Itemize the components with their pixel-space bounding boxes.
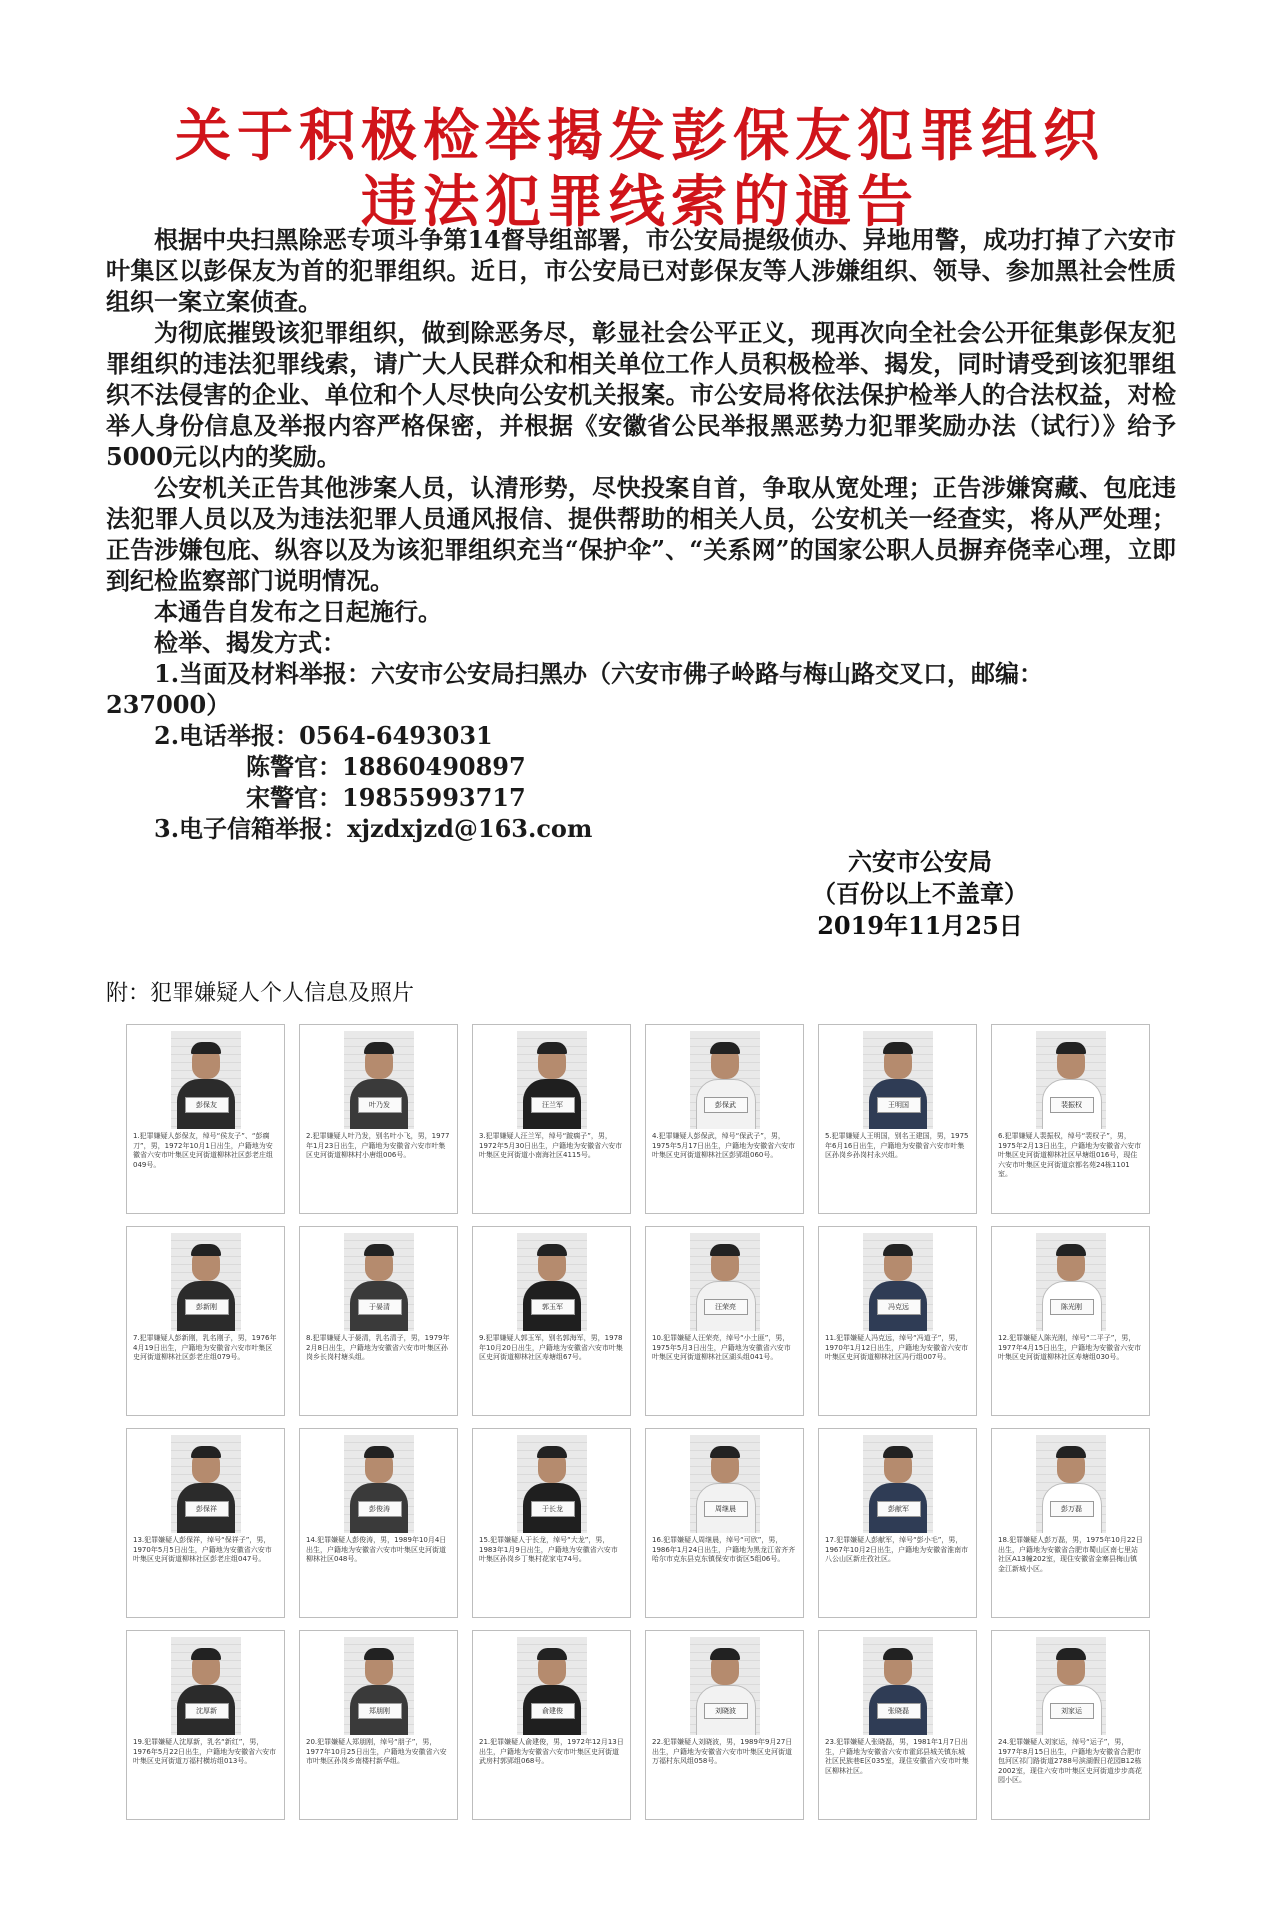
suspect-card (645, 1630, 804, 1820)
suspect-card (299, 1630, 458, 1820)
suspect-caption: 6.犯罪嫌疑人裴振权，绰号“裴权子”，男，1975年2月13日出生，户籍地为安徽省六安市叶集区史河街道柳林社区早塘组016号，现住六安市叶集区史河街道京都名苑24栋1101室。 (998, 1132, 1142, 1179)
suspect-caption: 10.犯罪嫌疑人汪荣亮，绰号“小土匪”，男，1975年5月3日出生，户籍地为安徽省六安市叶集区史河街道柳林社区湖头组041号。 (652, 1334, 791, 1362)
suspect-card (991, 1226, 1150, 1416)
suspect-card (991, 1428, 1150, 1618)
suspect-photo (863, 1233, 933, 1331)
suspect-card (818, 1428, 977, 1618)
suspect-card (126, 1226, 285, 1416)
notice-title-line2: 违法犯罪线索的通告 (361, 170, 919, 235)
name-plate: 叶乃发 (358, 1097, 402, 1113)
suspect-caption: 15.犯罪嫌疑人于长龙，绰号“大龙”，男，1983年1月9日出生，户籍地为安徽省六安市叶集区孙岗乡丁集村花家屯74号。 (479, 1536, 618, 1564)
suspect-photo (1036, 1637, 1106, 1735)
officer-2-phone: 19855993717 (342, 783, 526, 812)
suspect-photo (517, 1637, 587, 1735)
suspect-photo (344, 1031, 414, 1129)
name-plate: 彭保友 (185, 1097, 229, 1113)
email-address: xjzdxjzd@163.com (347, 814, 593, 843)
appendix-title: 附：犯罪嫌疑人个人信息及照片 (106, 981, 415, 1006)
name-plate: 彭保祥 (185, 1501, 229, 1517)
officer-1-phone: 18860490897 (342, 752, 526, 781)
method-2-label: 2.电话举报： (154, 721, 300, 750)
officer-1-label: 陈警官： (246, 752, 342, 781)
suspect-caption: 4.犯罪嫌疑人彭保武，绰号“保武子”，男，1975年5月17日出生，户籍地为安徽省六安市叶集区史河街道柳林社区彭郢组060号。 (652, 1132, 796, 1160)
suspect-caption: 12.犯罪嫌疑人陈光刚，绰号“二平子”，男，1977年4月15日出生，户籍地为安徽省六安市叶集区史河街道柳林社区寿塘组030号。 (998, 1334, 1142, 1362)
method-1: 1.当面及材料举报：六安市公安局扫黑办（六安市佛子岭路与梅山路交叉口，邮编： (154, 659, 1044, 688)
suspect-caption: 20.犯罪嫌疑人郑朋刚，绰号“朋子”，男，1977年10月25日出生，户籍地为安徽省六安市叶集区孙岗乡南楼村新华组。 (306, 1738, 447, 1766)
name-plate: 彭新刚 (185, 1299, 229, 1315)
suspect-caption: 23.犯罪嫌疑人张晓磊，男，1981年1月7日出生，户籍地为安徽省六安市霍邱县城关镇东城社区民族巷E区035室，现住安徽省六安市叶集区柳林社区。 (825, 1738, 969, 1775)
suspect-photo (171, 1233, 241, 1331)
suspect-photo (690, 1031, 760, 1129)
suspect-card (472, 1024, 631, 1214)
suspect-caption: 8.犯罪嫌疑人于晏清，乳名清子，男，1979年2月8日出生，户籍地为安徽省六安市叶集区孙岗乡长岗村塘头组。 (306, 1334, 450, 1362)
name-plate: 汪兰军 (531, 1097, 575, 1113)
officer-2-row (106, 782, 1176, 813)
suspect-caption: 19.犯罪嫌疑人沈厚新，乳名“新红”，男，1976年5月22日出生，户籍地为安徽省六安市叶集区史河街道万福村横坊组013号。 (133, 1738, 277, 1766)
suspect-photo (863, 1435, 933, 1533)
suspect-photo (344, 1435, 414, 1533)
suspect-photo (344, 1637, 414, 1735)
suspect-caption: 18.犯罪嫌疑人彭万磊，男，1975年10月22日出生，户籍地为安徽省合肥市蜀山区南七里站社区A13幢202室，现住安徽省金寨县梅山镇金江新城小区。 (998, 1536, 1143, 1573)
suspect-card (472, 1226, 631, 1416)
name-plate: 裴振权 (1050, 1097, 1094, 1113)
suspect-card (645, 1226, 804, 1416)
name-plate: 彭万磊 (1050, 1501, 1094, 1517)
phone-number: 0564-6493031 (299, 721, 493, 750)
signature-org: 六安市公安局 (848, 847, 992, 876)
suspect-photo (171, 1637, 241, 1735)
name-plate: 彭献军 (877, 1501, 921, 1517)
suspect-caption: 13.犯罪嫌疑人彭保祥，绰号“保祥子”，男，1970年5月5日出生，户籍地为安徽省六安市叶集区史河街道柳林社区彭老庄组047号。 (133, 1536, 272, 1564)
suspect-photo (690, 1435, 760, 1533)
notice-body (106, 224, 1176, 844)
method-2 (106, 720, 1176, 751)
method-1-postcode: 237000） (106, 690, 231, 719)
suspect-card (126, 1428, 285, 1618)
suspect-photo (171, 1031, 241, 1129)
suspect-caption: 14.犯罪嫌疑人彭俊涛，男，1989年10月4日出生，户籍地为安徽省六安市叶集区史河街道柳林社区048号。 (306, 1536, 447, 1564)
paragraph-2: 为彻底摧毁该犯罪组织，做到除恶务尽，彰显社会公平正义，现再次向全社会公开征集彭保友犯罪组织的违法犯罪线索，请广大人民群众和相关单位工作人员积极检举、揭发，同时请受到该犯罪组织不法侵害的企业、单位和个人尽快向公安机关报案。市公安局将依法保护检举人的合法权益，对检举人身份信息及举报内容严格保密，并根据《安徽省公民举报黑恶势力犯罪奖励办法（试行）》给予5000元以内的奖励。 (106, 318, 1176, 471)
suspect-photo (863, 1031, 933, 1129)
suspect-caption: 1.犯罪嫌疑人彭保友，绰号“侯友子”、“彭瘸刀”，男，1972年10月1日出生，户籍地为安徽省六安市叶集区史河街道柳林社区彭老庄组049号。 (133, 1132, 273, 1169)
officer-2-label: 宋警官： (246, 783, 342, 812)
suspect-caption: 2.犯罪嫌疑人叶乃发，别名叶小飞，男，1977年1月23日出生，户籍地为安徽省六安市叶集区史河街道柳林村小唐组006号。 (306, 1132, 450, 1160)
name-plate: 王明国 (877, 1097, 921, 1113)
suspect-photo (517, 1233, 587, 1331)
name-plate: 刘晓波 (704, 1703, 748, 1719)
suspect-caption: 11.犯罪嫌疑人冯克远，绰号“冯道子”，男，1970年1月12日出生，户籍地为安徽省六安市叶集区史河街道柳林社区冯行组007号。 (825, 1334, 969, 1362)
suspect-caption: 22.犯罪嫌疑人刘晓波，男，1989年9月27日出生，户籍地为安徽省六安市叶集区史河街道万福村东风组058号。 (652, 1738, 793, 1766)
suspect-card (126, 1630, 285, 1820)
suspect-photo (344, 1233, 414, 1331)
suspect-card (645, 1024, 804, 1214)
suspect-grid (126, 1024, 1150, 1820)
officer-1-row (106, 751, 1176, 782)
suspect-caption: 21.犯罪嫌疑人俞建俊，男，1972年12月13日出生，户籍地为安徽省六安市叶集区史河街道武房村郭郢组068号。 (479, 1738, 624, 1766)
suspect-photo (517, 1031, 587, 1129)
suspect-photo (863, 1637, 933, 1735)
name-plate: 冯克远 (877, 1299, 921, 1315)
name-plate: 周继晨 (704, 1501, 748, 1517)
suspect-photo (690, 1233, 760, 1331)
methods-title: 检举、揭发方式： (154, 628, 346, 657)
paragraph-3: 公安机关正告其他涉案人员，认清形势，尽快投案自首，争取从宽处理；正告涉嫌窝藏、包庇违法犯罪人员以及为违法犯罪人员通风报信、提供帮助的相关人员，公安机关一经查实，将从严处理；正告涉嫌包庇、纵容以及为该犯罪组织充当“保护伞”、“关系网”的国家公职人员摒弃侥幸心理，立即到纪检监察部门说明情况。 (106, 473, 1176, 595)
name-plate: 陈光刚 (1050, 1299, 1094, 1315)
method-3 (106, 813, 1176, 844)
name-plate: 于晏清 (358, 1299, 402, 1315)
suspect-caption: 24.犯罪嫌疑人刘家运，绰号“运子”，男，1977年8月15日出生，户籍地为安徽省合肥市包河区祁门路街道2788号滨湖假日花园B12栋2002室，现住六安市叶集区史河街道步步高花园小区。 (998, 1738, 1142, 1785)
suspect-card (299, 1226, 458, 1416)
paragraph-4: 本通告自发布之日起施行。 (154, 597, 442, 626)
method-3-label: 3.电子信箱举报： (154, 814, 348, 843)
suspect-card (818, 1226, 977, 1416)
suspect-photo (1036, 1031, 1106, 1129)
suspect-photo (517, 1435, 587, 1533)
name-plate: 俞建俊 (531, 1703, 575, 1719)
name-plate: 张晓磊 (877, 1703, 921, 1719)
name-plate: 汪荣亮 (704, 1299, 748, 1315)
suspect-photo (1036, 1435, 1106, 1533)
suspect-card (472, 1630, 631, 1820)
suspect-card (472, 1428, 631, 1618)
suspect-photo (1036, 1233, 1106, 1331)
suspect-caption: 16.犯罪嫌疑人周继晨，绰号“可欣”，男，1986年1月24日出生，户籍地为黑龙江省齐齐哈尔市克东县克东镇保安市街区5组06号。 (652, 1536, 796, 1564)
name-plate: 郑朋刚 (358, 1703, 402, 1719)
suspect-card (991, 1630, 1150, 1820)
paragraph-1: 根据中央扫黑除恶专项斗争第14督导组部署，市公安局提级侦办、异地用警，成功打掉了六安市叶集区以彭保友为首的犯罪组织。近日，市公安局已对彭保友等人涉嫌组织、领导、参加黑社会性质组织一案立案侦查。 (106, 225, 1176, 316)
suspect-card (299, 1024, 458, 1214)
signature-date: 2019年11月25日 (817, 911, 1023, 940)
suspect-card (818, 1024, 977, 1214)
suspect-caption: 7.犯罪嫌疑人彭新刚，乳名刚子，男，1976年4月19日出生，户籍地为安徽省六安市叶集区史河街道柳林社区彭老庄组079号。 (133, 1334, 277, 1362)
name-plate: 于长龙 (531, 1501, 575, 1517)
suspect-card (299, 1428, 458, 1618)
name-plate: 彭保武 (704, 1097, 748, 1113)
suspect-photo (171, 1435, 241, 1533)
notice-title-line1: 关于积极检举揭发彭保友犯罪组织 (175, 104, 1105, 169)
signature-note: （百份以上不盖章） (812, 879, 1028, 908)
suspect-photo (690, 1637, 760, 1735)
suspect-caption: 5.犯罪嫌疑人王明国，别名王建国，男，1975年6月16日出生，户籍地为安徽省六安市叶集区孙岗乡孙岗村永兴组。 (825, 1132, 969, 1160)
suspect-card (126, 1024, 285, 1214)
name-plate: 彭俊涛 (358, 1501, 402, 1517)
suspect-caption: 9.犯罪嫌疑人郭玉军，别名郭海军，男，1978年10月20日出生，户籍地为安徽省六安市叶集区史河街道柳林社区寿塘组67号。 (479, 1334, 623, 1362)
suspect-caption: 17.犯罪嫌疑人彭献军，绰号“彭小毛”，男，1967年10月2日出生，户籍地为安徽省淮南市八公山区新庄孜社区。 (825, 1536, 969, 1564)
suspect-caption: 3.犯罪嫌疑人汪兰军，绰号“跛瘸子”，男，1972年5月30日出生，户籍地为安徽省六安市叶集区史河街道小南海社区4115号。 (479, 1132, 623, 1160)
suspect-card (991, 1024, 1150, 1214)
name-plate: 刘家运 (1050, 1703, 1094, 1719)
suspect-card (645, 1428, 804, 1618)
suspect-card (818, 1630, 977, 1820)
name-plate: 郭玉军 (531, 1299, 575, 1315)
name-plate: 沈厚新 (185, 1703, 229, 1719)
